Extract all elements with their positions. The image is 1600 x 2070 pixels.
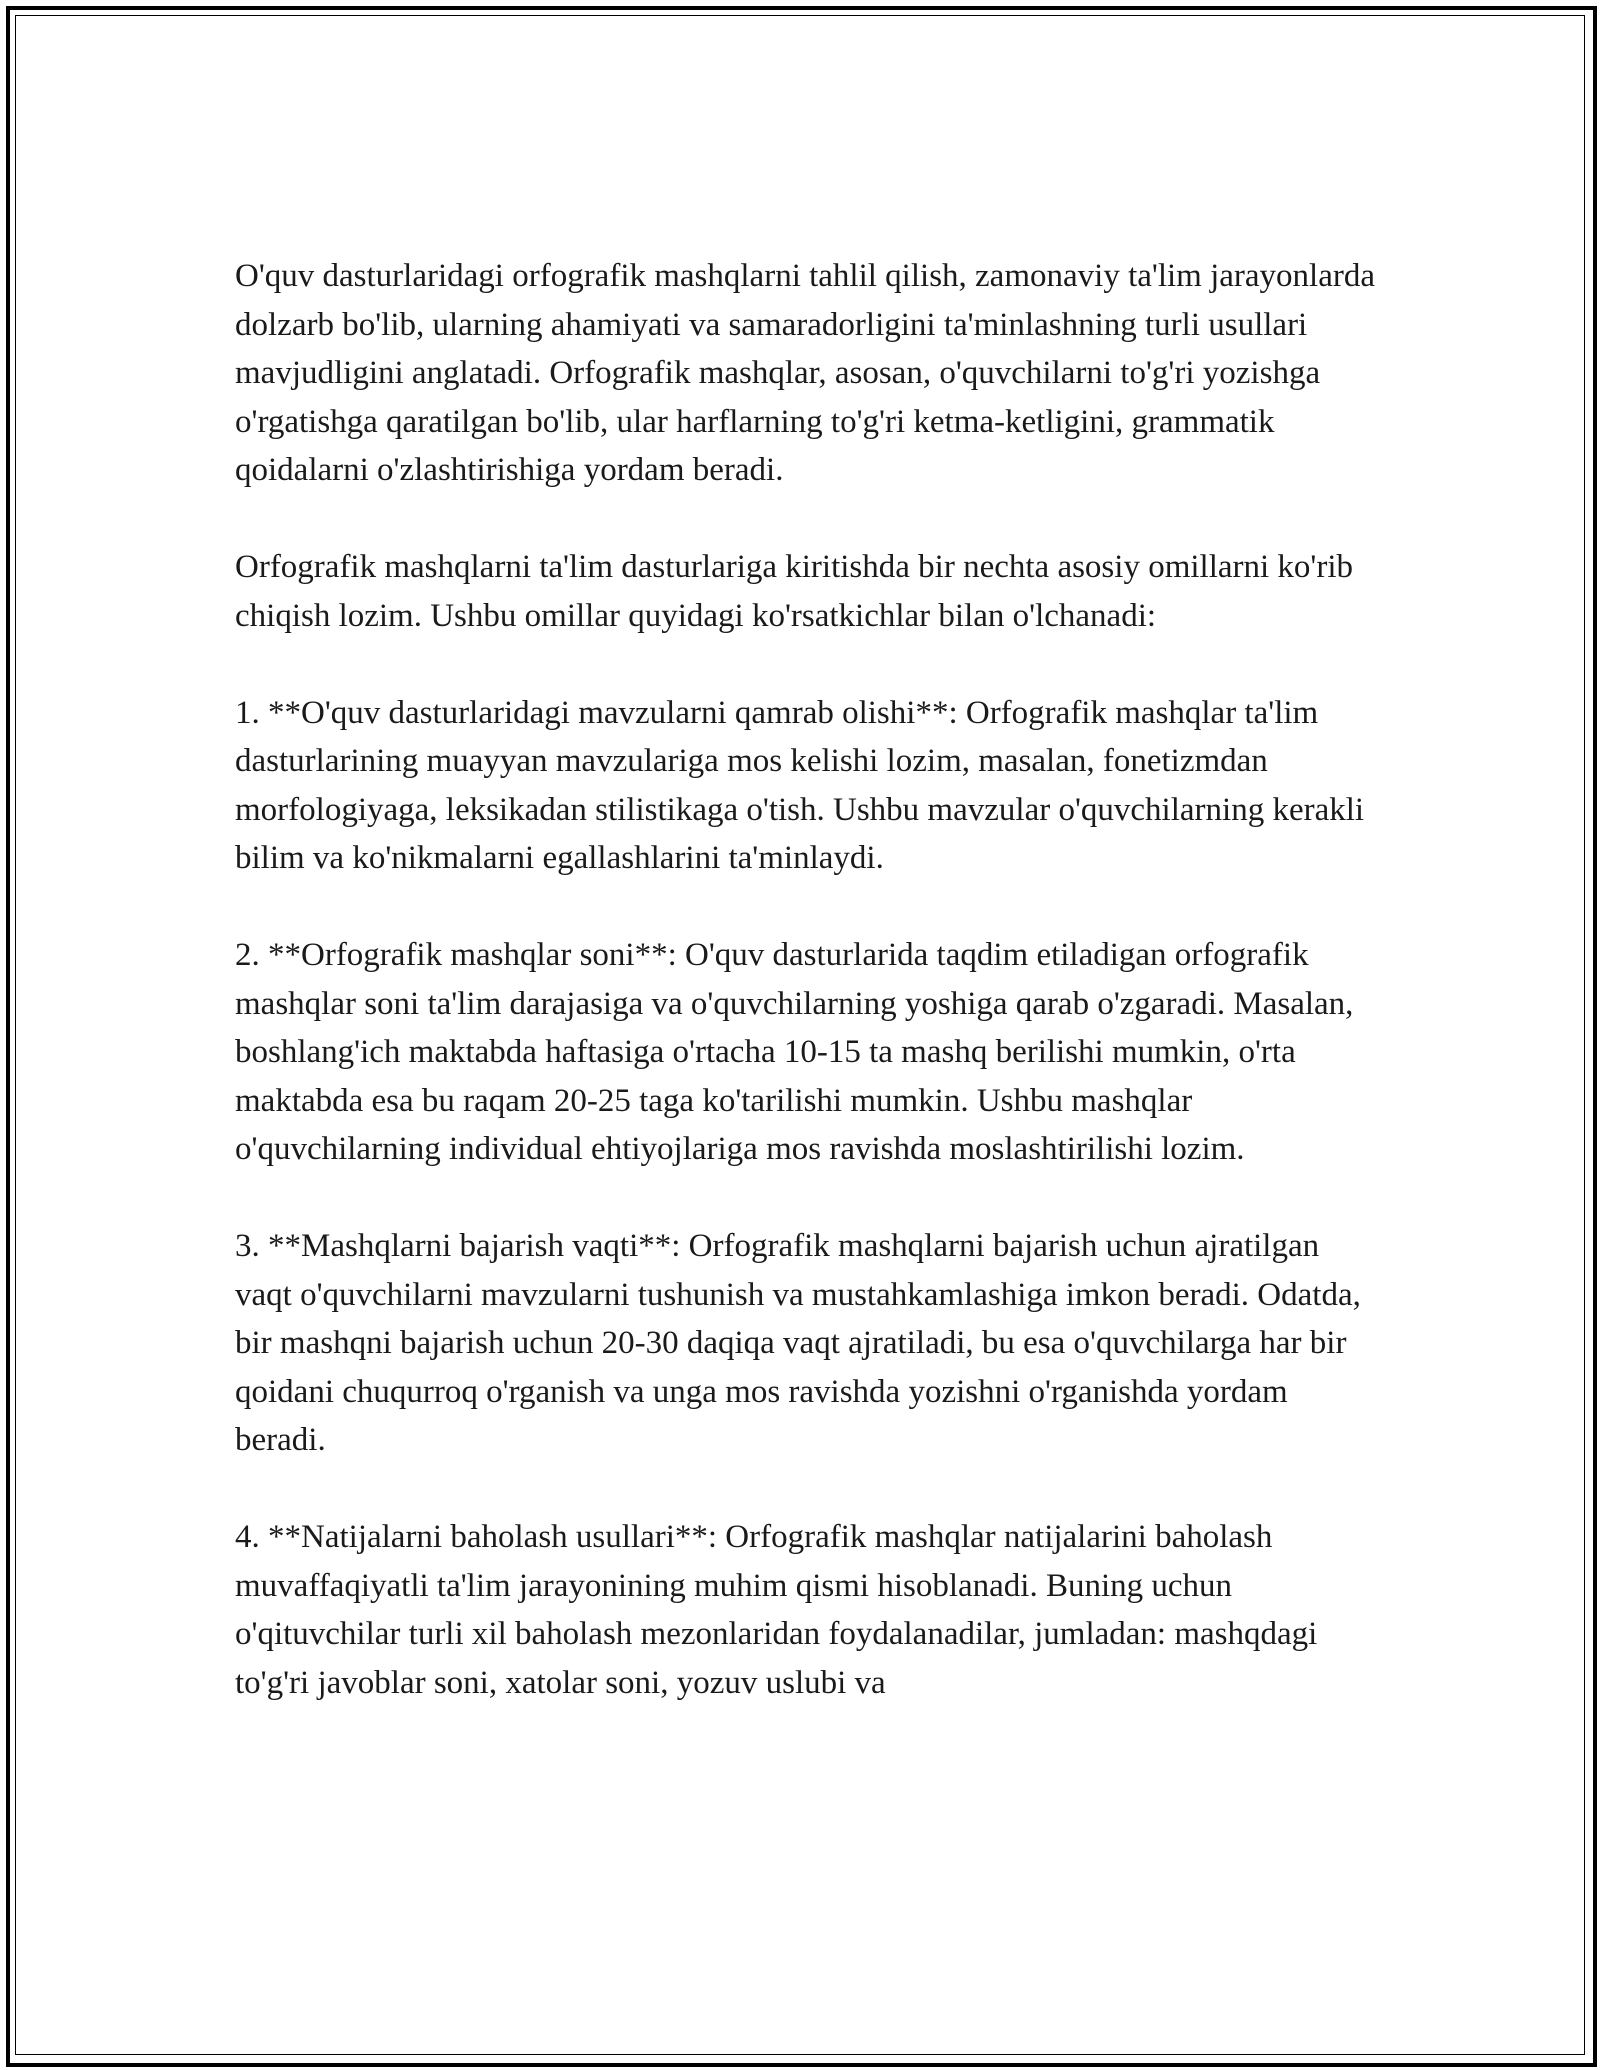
list-item-exercise-count: 2. **Orfografik mashqlar soni**: O'quv dasturlarida taqdim etiladigan orfografik mashqlar soni ta'lim darajasiga va o'quvchilarning yoshiga qarab o'zgaradi. Masalan, boshlang'ich maktabda haftasiga o'rtacha 10-15 ta mashq berilishi mumkin, o'rta maktabda esa bu raqam 20-25 taga ko'tarilishi mumkin. Ushbu mashqlar o'quvchilarning individual ehtiyojlariga mos ravishda moslashtirilishi lozim. (235, 937, 1354, 1167)
list-item-topics: 1. **O'quv dasturlaridagi mavzularni qamrab olishi**: Orfografik mashqlar ta'lim dasturlarining muayyan mavzulariga mos kelishi lozim, masalan, fonetizmdan morfologiyaga, leksikadan stilistikaga o'tish. Ushbu mavzular o'quvchilarning kerakli bilim va ko'nikmalarni egallashlarini ta'minlaydi. (235, 694, 1365, 876)
list-item-exercise-time: 3. **Mashqlarni bajarish vaqti**: Orfografik mashqlarni bajarish uchun ajratilgan vaqt o'quvchilarni mavzularni tushunish va mustahkamlashiga imkon beradi. Odatda, bir mashqni bajarish uchun 20-30 daqiqa vaqt ajratiladi, bu esa o'quvchilarga har bir qoidani chuqurroq o'rganish va unga mos ravishda yozishni o'rganishda yordam beradi. (235, 1228, 1361, 1458)
paragraph-factors: Orfografik mashqlarni ta'lim dasturlariga kiritishda bir nechta asosiy omillarni ko'rib chiqish lozim. Ushbu omillar quyidagi ko'rsatkichlar bilan o'lchanadi: (235, 549, 1354, 634)
document-body (235, 252, 1375, 1707)
paragraph-intro: O'quv dasturlaridagi orfografik mashqlarni tahlil qilish, zamonaviy ta'lim jarayonlarda dolzarb bo'lib, ularning ahamiyati va samaradorligini ta'minlashning turli usullari mavjudligini anglatadi. Orfografik mashqlar, asosan, o'quvchilarni to'g'ri yozishga o'rgatishga qaratilgan bo'lib, ular harflarning to'g'ri ketma-ketligini, grammatik qoidalarni o'zlashtirishiga yordam beradi. (235, 258, 1375, 488)
list-item-assessment: 4. **Natijalarni baholash usullari**: Orfografik mashqlar natijalarini baholash muvaffaqiyatli ta'lim jarayonining muhim qismi hisoblanadi. Buning uchun o'qituvchilar turli xil baholash mezonlaridan foydalanadilar, jumladan: mashqdagi to'g'ri javoblar soni, xatolar soni, yozuv uslubi va (235, 1519, 1318, 1701)
